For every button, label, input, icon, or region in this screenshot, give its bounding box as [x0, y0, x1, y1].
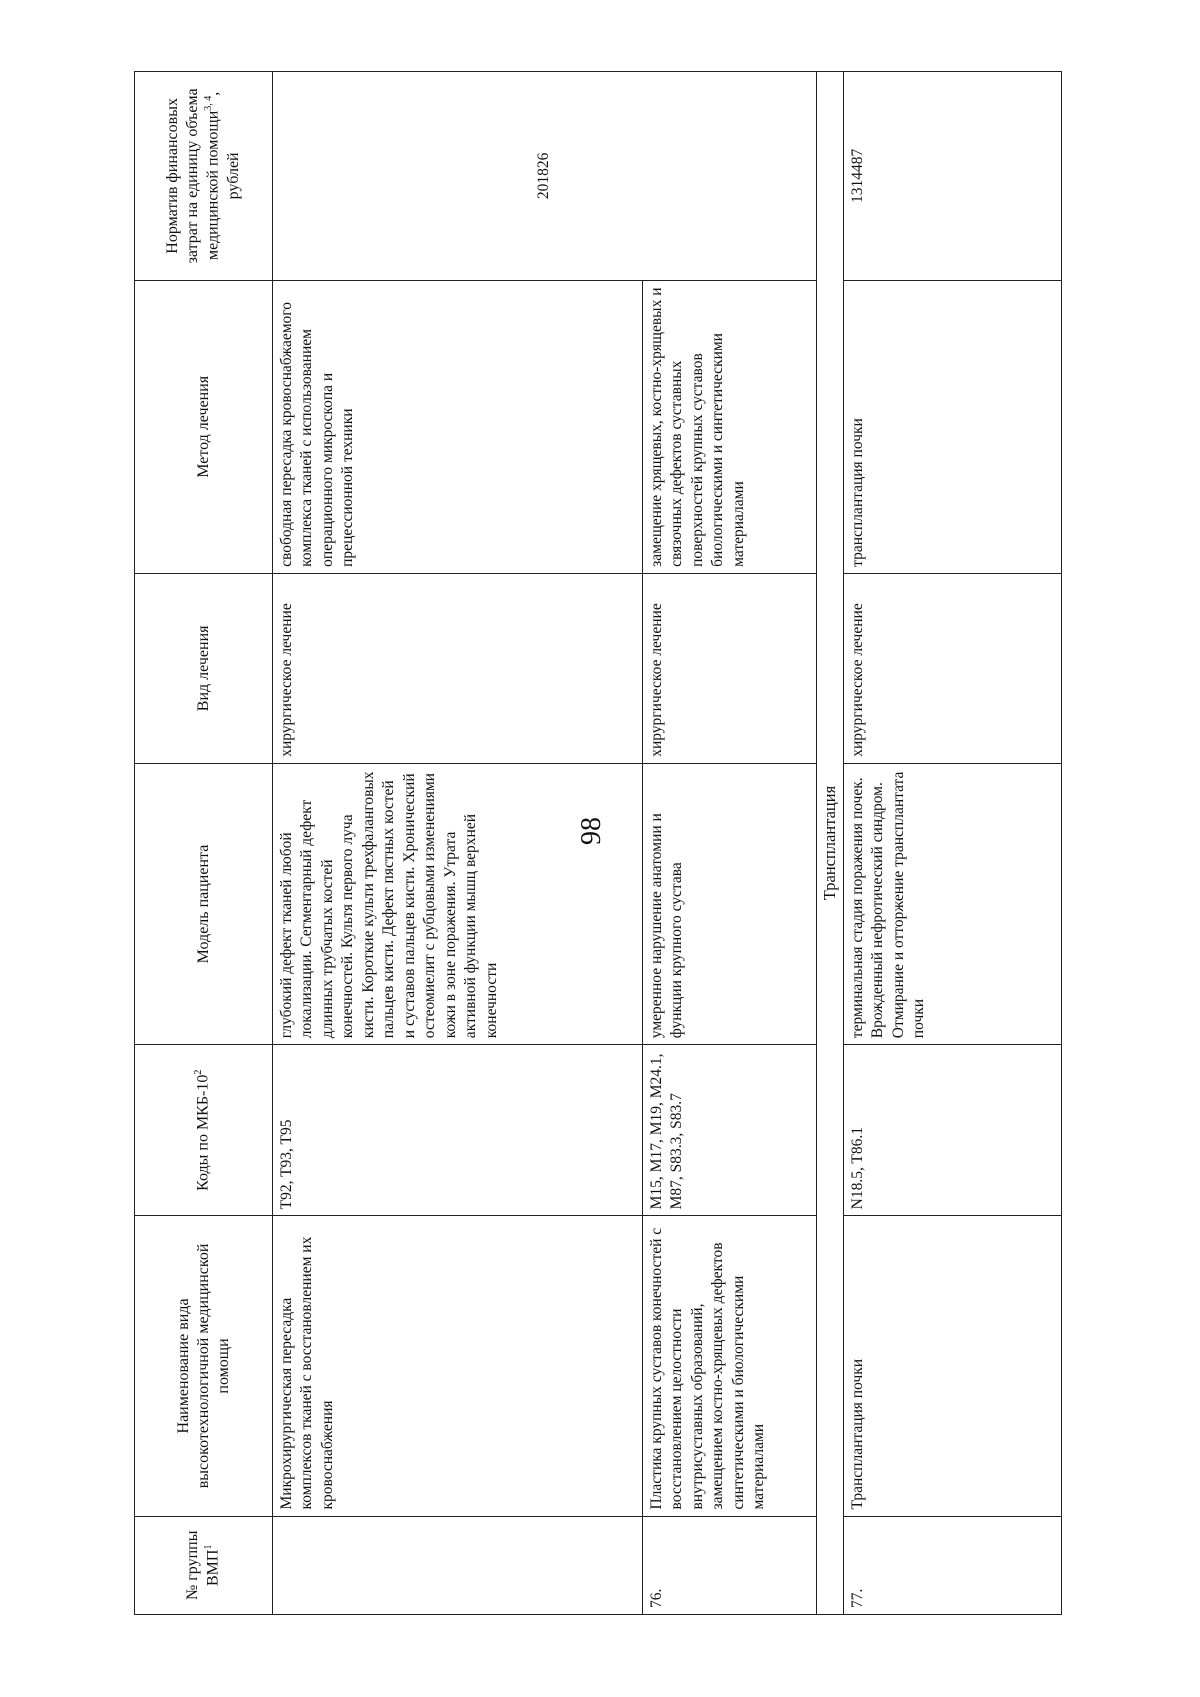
cell-icd-codes: T92, T93, T95: [273, 1045, 643, 1216]
cell-treatment-type: хирургическое лечение: [843, 573, 1061, 763]
header-vmp-name: Наименование вида высокотехнологичной медицинской помощи: [135, 1216, 273, 1516]
table-row: [273, 72, 643, 1615]
cell-group: 76.: [643, 1516, 817, 1614]
cell-vmp-name: Трансплантация почки: [843, 1216, 1061, 1516]
table-row: [843, 72, 1061, 1615]
header-cost-norm: Норматив финансовых затрат на единицу объема медицинской помощи$^{3, 4}$, рублей: [135, 72, 273, 281]
cell-icd-codes: N18.5, T86.1: [843, 1045, 1061, 1216]
cell-group: [273, 1516, 643, 1614]
cell-vmp-name: Микрохирургическая пересадка комплексов тканей с восстановлением их кровоснабжения: [273, 1216, 643, 1516]
cell-icd-codes: M15, M17, M19, M24.1, M87, S83.3, S83.7: [643, 1045, 817, 1216]
header-icd-codes: Коды по МКБ-$10^2$: [135, 1045, 273, 1216]
table-row: [643, 72, 817, 1615]
cell-vmp-name: Пластика крупных суставов конечностей с восстановлением целостности внутрисуставных образований, замещением костно-хрящевых дефектов синтетическими и биологическими материалами: [643, 1216, 817, 1516]
cell-treatment-type: хирургическое лечение: [273, 573, 643, 763]
cell-cost: 1314487: [843, 72, 1061, 281]
header-group-no: № группы ВМП$^1$: [135, 1516, 273, 1614]
section-row: [817, 72, 844, 1615]
cell-treatment-method: замещение хрящевых, костно-хрящевых и связочных дефектов суставных поверхностей крупных суставов биологическими и синтетическими материалами: [643, 280, 817, 573]
rotated-table-container: [134, 71, 1062, 1615]
header-treatment-type: Вид лечения: [135, 573, 273, 763]
header-treatment-method: Метод лечения: [135, 280, 273, 573]
cell-patient-model: умеренное нарушение анатомии и функции крупного сустава: [643, 763, 817, 1044]
vmp-table: [134, 71, 1062, 1615]
cell-treatment-method: свободная пересадка кровоснабжаемого комплекса тканей с использованием операционного микроскопа и прецессионной техники: [273, 280, 643, 573]
cell-treatment-method: трансплантация почки: [843, 280, 1061, 573]
page-number: 98: [576, 817, 607, 845]
cell-treatment-type: хирургическое лечение: [643, 573, 817, 763]
header-patient-model: Модель пациента: [135, 763, 273, 1044]
cell-patient-model: терминальная стадия поражения почек. Врожденный нефротический синдром. Отмирание и отторжение трансплантата почки: [843, 763, 1061, 1044]
cell-patient-model: глубокий дефект тканей любой локализации. Сегментарный дефект длинных трубчатых костей конечностей. Культя первого луча кисти. Короткие культи трехфаланговых пальцев кисти. Дефект пястных костей и суставов пальцев кисти. Хронический остеомиелит с рубцовыми изменениями кожи в зоне поражения. Утрата активной функции мышц верхней конечности: [273, 763, 643, 1044]
header-row: [135, 72, 273, 1615]
cell-cost: 201826: [273, 72, 817, 281]
section-title: Трансплантация: [817, 72, 844, 1615]
cell-group: 77.: [843, 1516, 1061, 1614]
